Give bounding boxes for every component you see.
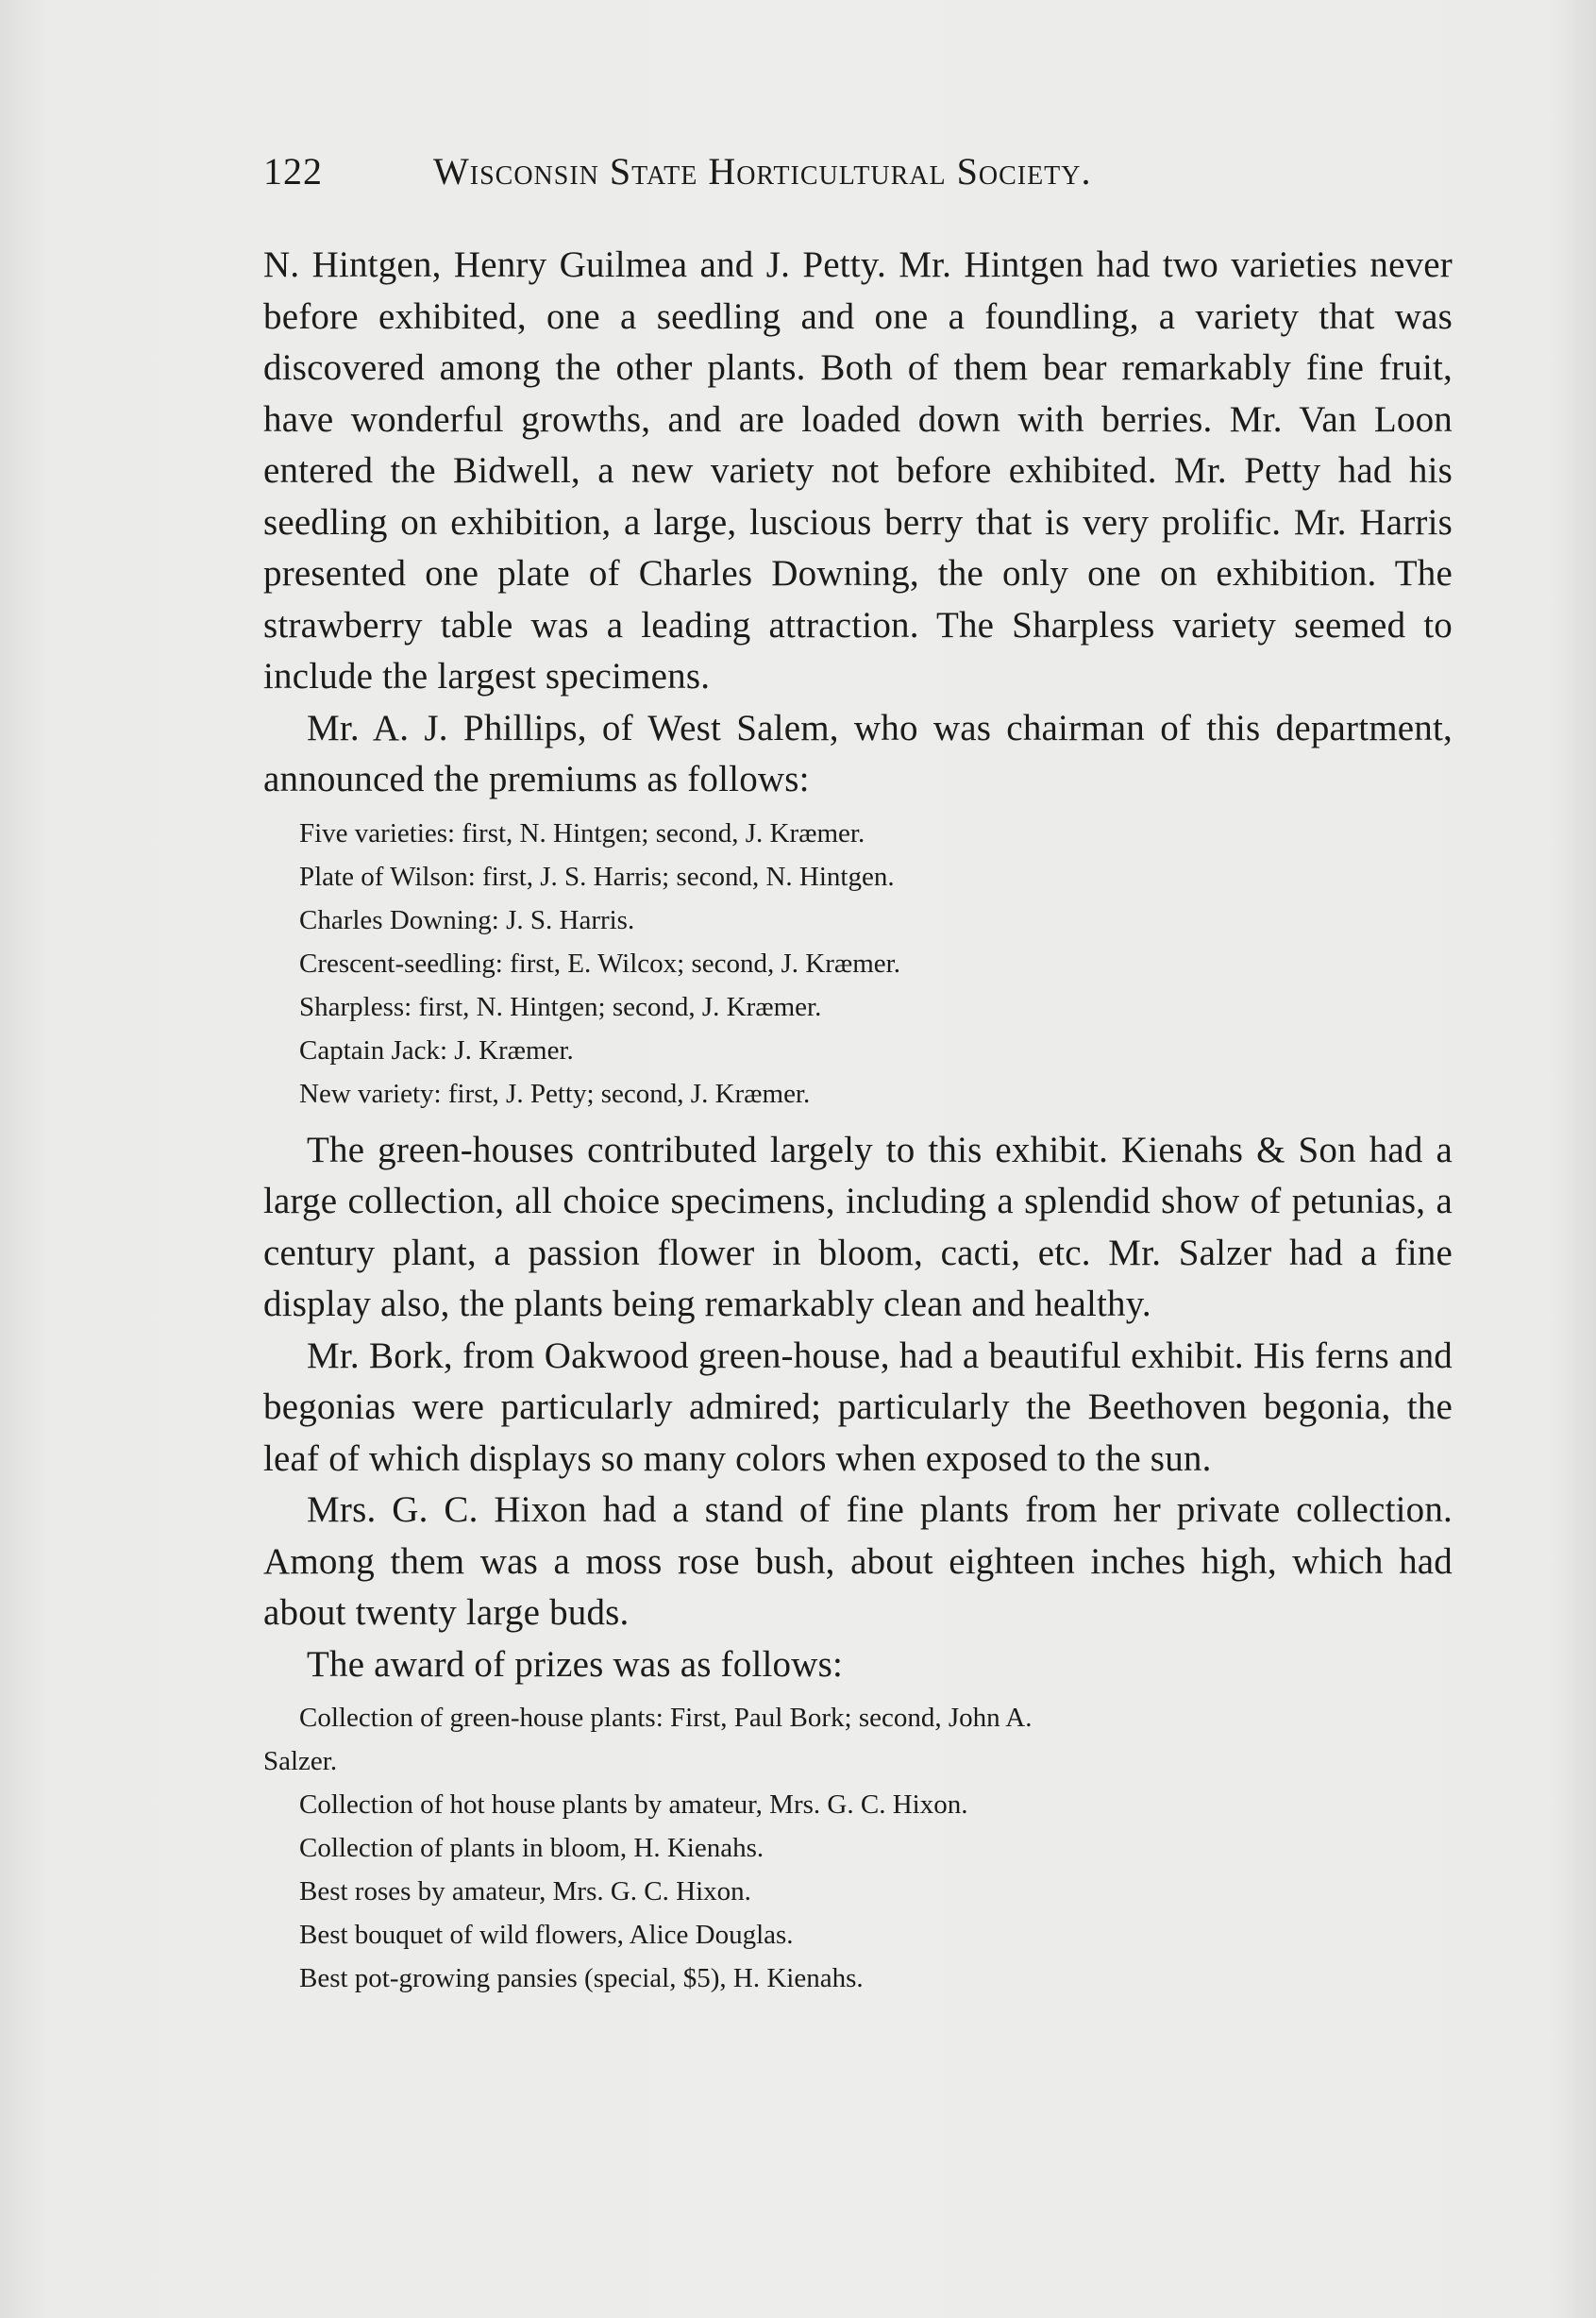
list-item: Best bouquet of wild flowers, Alice Douglas. [299,1920,794,1950]
list-item: Best pot-growing pansies (special, $5), H. Kienahs. [299,1963,864,1993]
greenhouse-award-list [263,1696,1453,2000]
paragraph-premium-intro: Mr. A. J. Phillips, of West Salem, who was chairman of this department, announced the premiums as follows: [263,707,1453,799]
list-item: Collection of hot house plants by amateur, Mrs. G. C. Hixon. [299,1789,968,1820]
paragraph-hixon-exhibit: Mrs. G. C. Hixon had a stand of fine plants from her private collection. Among them was a moss rose bush, about eighteen inches high, which had about twenty large buds. [263,1489,1453,1633]
list-item: Crescent-seedling: first, E. Wilcox; second, J. Kræmer. [299,948,900,979]
strawberry-premium-list [263,812,1453,1116]
list-item: Best roses by amateur, Mrs. G. C. Hixon. [299,1876,751,1906]
page-header [263,149,1316,193]
list-item: Five varieties: first, N. Hintgen; second, J. Kræmer. [299,817,865,848]
list-item: Charles Downing: J. S. Harris. [299,904,635,935]
paragraph-bork-exhibit: Mr. Bork, from Oakwood green-house, had a beautiful exhibit. His ferns and begonias were particularly admired; particularly the Beethoven begonia, the leaf of which displays so many colors when exposed to the sun. [263,1335,1453,1479]
list-item: Collection of green-house plants: First, Paul Bork; second, John A. [299,1703,1033,1733]
paragraph-award-intro: The award of prizes was as follows: [307,1643,843,1685]
running-title: Wisconsin State Horticultural Society. [433,150,1092,193]
paragraph-greenhouses: The green-houses contributed largely to this exhibit. Kienahs & Son had a large collection, all choice specimens, including a splendid show of petunias, a century plant, a passion flower in bloom, cacti, etc. Mr. Salzer had a fine display also, the plants being remarkably clean and healthy. [263,1129,1453,1324]
page-body [263,240,1453,2009]
list-item: New variety: first, J. Petty; second, J. Kræmer. [299,1078,811,1109]
list-item-continuation: Salzer. [263,1746,338,1776]
list-item: Plate of Wilson: first, J. S. Harris; second, N. Hintgen. [299,861,895,892]
list-item: Captain Jack: J. Kræmer. [299,1034,574,1066]
list-item: Sharpless: first, N. Hintgen; second, J. Kræmer. [299,991,822,1022]
page-number: 122 [263,150,323,193]
paragraph-strawberry-exhibit: N. Hintgen, Henry Guilmea and J. Petty. Mr. Hintgen had two varieties never before exhibited, one a seedling and one a foundling, a variety that was discovered among the other plants. Both of them bear remarkably fine fruit, have wonderful growths, and are loaded down with berries. Mr. Van Loon entered the Bidwell, a new variety not before exhibited. Mr. Petty had his seedling on exhibition, a large, luscious berry that is very prolific. Mr. Harris presented one plate of Charles Downing, the only one on exhibition. The strawberry table was a leading attraction. The Sharpless variety seemed to include the largest specimens. [263,244,1453,697]
list-item: Collection of plants in bloom, H. Kienahs. [299,1833,764,1863]
